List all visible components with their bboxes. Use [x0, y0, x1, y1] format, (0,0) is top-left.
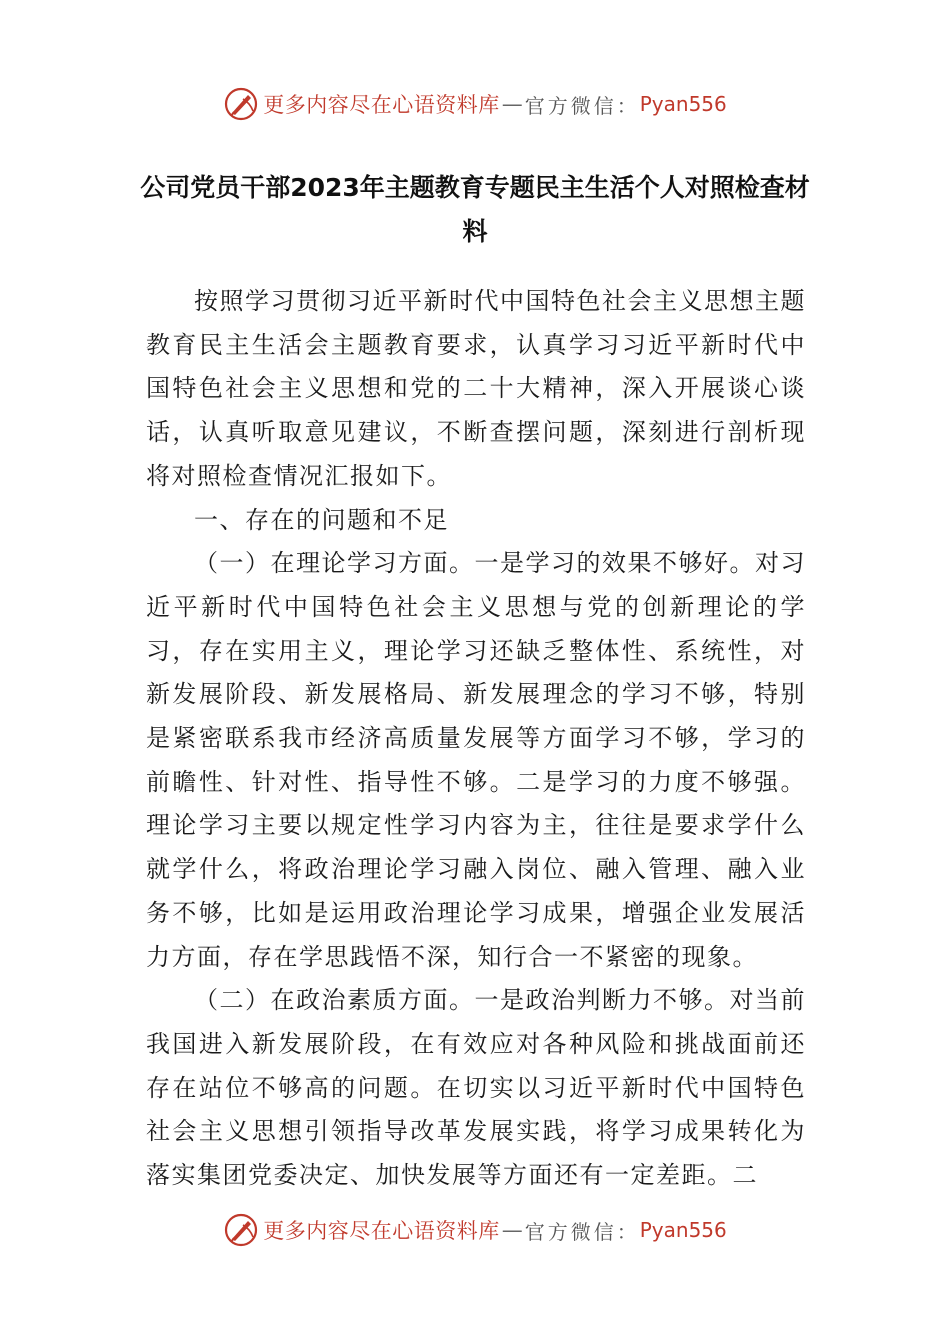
watermark-dash: — [501, 92, 523, 116]
document-body [146, 280, 806, 1198]
theory-study-paragraph: （一）在理论学习方面。一是学习的效果不够好。对习近平新时代中国特色社会主义思想与党的创新理论的学习，存在实用主义，理论学习还缺乏整体性、系统性，对新发展阶段、新发展格局、新发展理念的学习不够，特别是紧密联系我市经济高质量发展等方面学习不够，学习的前瞻性、针对性、指导性不够。二是学习的力度不够强。理论学习主要以规定性学习内容为主，往往是要求学什么就学什么，将政治理论学习融入岗位、融入管理、融入业务不够，比如是运用政治理论学习成果，增强企业发展活力方面，存在学思践悟不深，知行合一不紧密的现象。 [146, 549, 806, 971]
watermark-dash: — [501, 1218, 523, 1242]
watermark-account: Pyan556 [639, 1218, 727, 1242]
political-quality-paragraph: （二）在政治素质方面。一是政治判断力不够。对当前我国进入新发展阶段，在有效应对各种风险和挑战面前还存在站位不够高的问题。在切实以习近平新时代中国特色社会主义思想引领指导改革发展实践，将学习成果转化为落实集团党委决定、加快发展等方面还有一定差距。二 [146, 986, 806, 1190]
watermark-brand-text: 更多内容尽在心语资料库 [263, 1219, 500, 1243]
watermark-wechat-label: 官方微信： [524, 1219, 640, 1244]
document-title: 公司党员干部2023年主题教育专题民主生活个人对照检查材料 [140, 173, 810, 246]
quill-logo-icon [223, 1212, 259, 1248]
watermark-brand-text: 更多内容尽在心语资料库 [263, 93, 500, 117]
section-heading: 一、存在的问题和不足 [194, 505, 449, 534]
watermark-wechat-label: 官方微信： [524, 93, 640, 118]
header-watermark-banner [0, 82, 950, 126]
footer-watermark-banner [0, 1208, 950, 1252]
quill-logo-icon [223, 86, 259, 122]
watermark-account: Pyan556 [639, 92, 727, 116]
intro-paragraph: 按照学习贯彻习近平新时代中国特色社会主义思想主题教育民主生活会主题教育要求，认真学习习近平新时代中国特色社会主义思想和党的二十大精神，深入开展谈心谈话，认真听取意见建议，不断查摆问题，深刻进行剖析现将对照检查情况汇报如下。 [146, 287, 806, 490]
